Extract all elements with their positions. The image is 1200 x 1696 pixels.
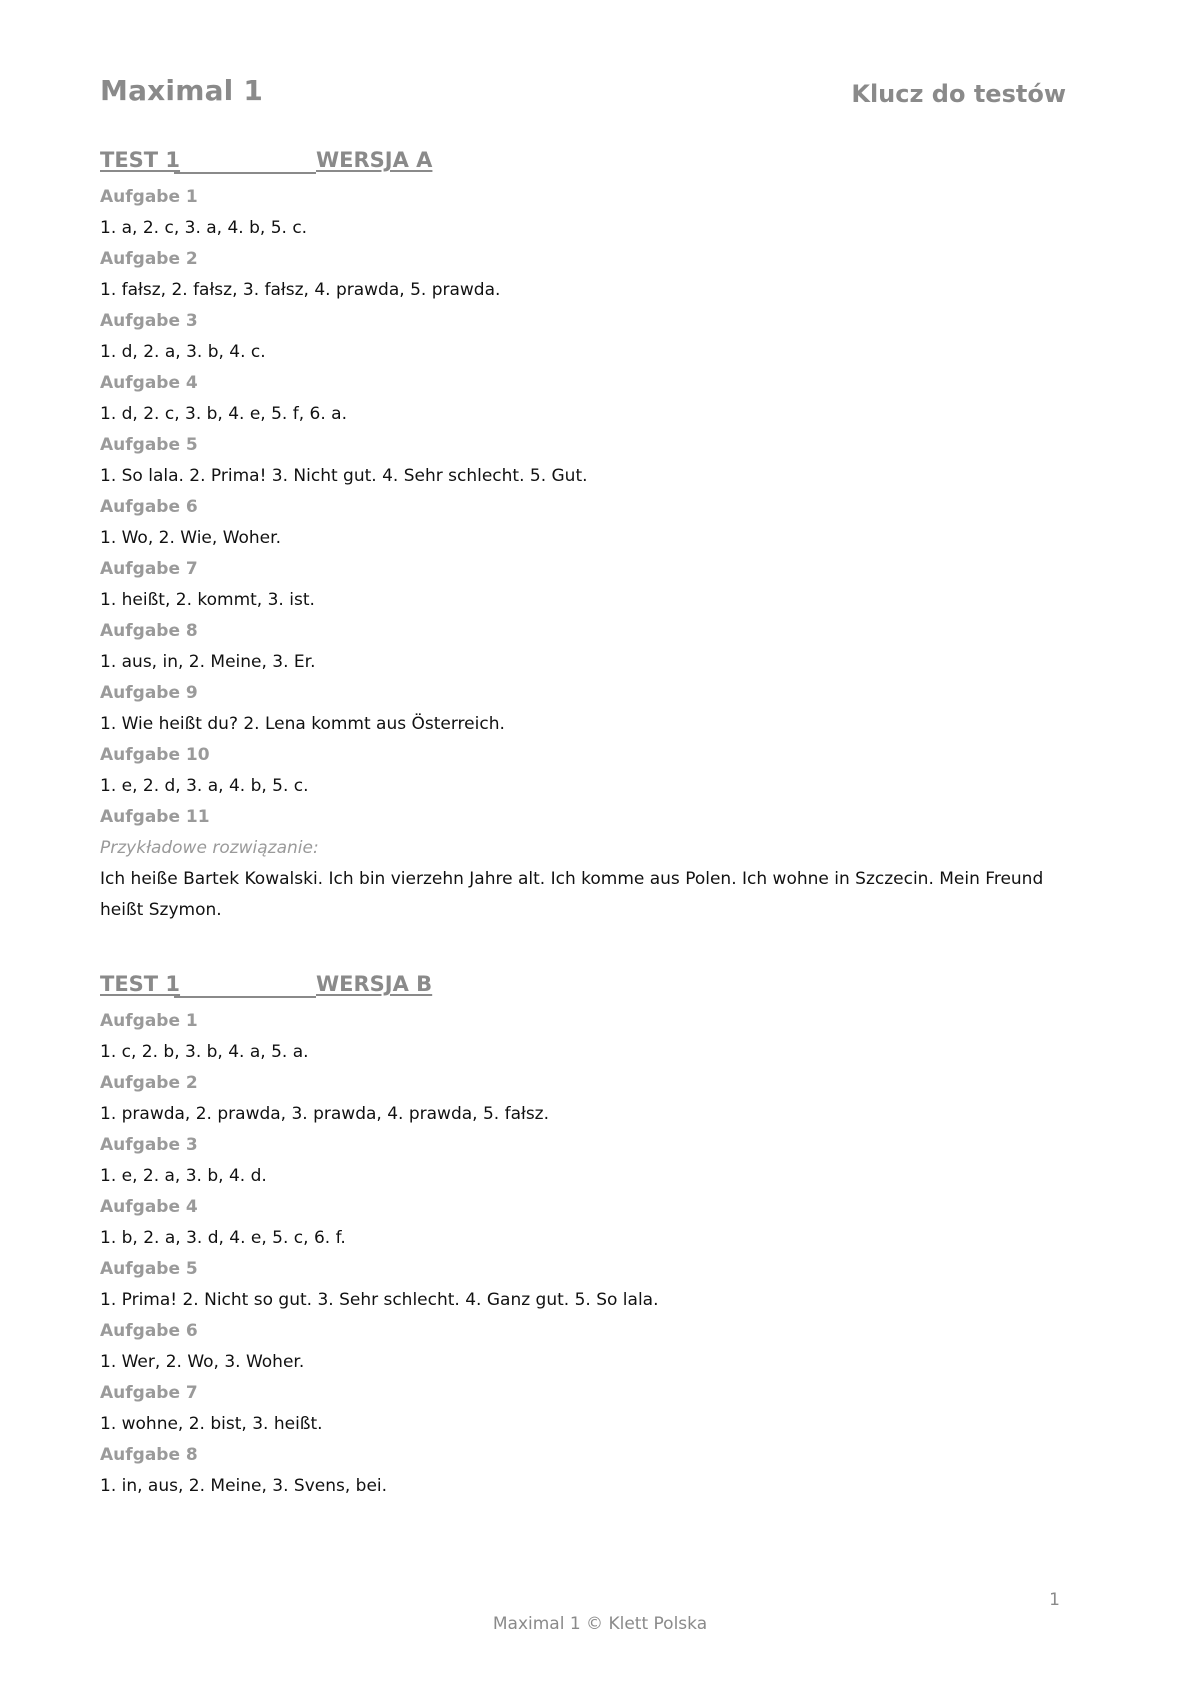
test-label: TEST 1 bbox=[100, 972, 181, 996]
task-label: Aufgabe 4 bbox=[100, 373, 198, 393]
task-answer: 1. Wo, 2. Wie, Woher. bbox=[100, 528, 281, 548]
version-label: WERSJA A bbox=[316, 148, 433, 172]
test-label: TEST 1 bbox=[100, 148, 181, 172]
task-label: Aufgabe 6 bbox=[100, 1321, 198, 1341]
task-label: Aufgabe 10 bbox=[100, 745, 210, 765]
section-heading bbox=[100, 972, 1080, 1006]
task-answer: 1. e, 2. d, 3. a, 4. b, 5. c. bbox=[100, 776, 309, 796]
task-label: Aufgabe 3 bbox=[100, 311, 198, 331]
heading-underline-gap bbox=[174, 148, 316, 174]
task-answer: 1. e, 2. a, 3. b, 4. d. bbox=[100, 1166, 267, 1186]
task-label: Aufgabe 7 bbox=[100, 559, 198, 579]
task-answer: 1. Wer, 2. Wo, 3. Woher. bbox=[100, 1352, 305, 1372]
task-hint: Przykładowe rozwiązanie: bbox=[100, 838, 319, 858]
task-answer: 1. aus, in, 2. Meine, 3. Er. bbox=[100, 652, 316, 672]
page-header bbox=[100, 74, 1066, 122]
task-label: Aufgabe 5 bbox=[100, 435, 198, 455]
task-answer: 1. fałsz, 2. fałsz, 3. fałsz, 4. prawda, 5. prawda. bbox=[100, 280, 501, 300]
task-answer: 1. in, aus, 2. Meine, 3. Svens, bei. bbox=[100, 1476, 388, 1496]
task-answer: 1. Wie heißt du? 2. Lena kommt aus Österreich. bbox=[100, 714, 505, 734]
version-label: WERSJA B bbox=[316, 972, 433, 996]
task-answer: 1. b, 2. a, 3. d, 4. e, 5. c, 6. f. bbox=[100, 1228, 346, 1248]
page-number: 1 bbox=[1049, 1590, 1060, 1610]
task-label: Aufgabe 5 bbox=[100, 1259, 198, 1279]
task-label: Aufgabe 2 bbox=[100, 249, 198, 269]
task-label: Aufgabe 4 bbox=[100, 1197, 198, 1217]
section-wersja-b bbox=[100, 972, 1080, 1502]
task-label: Aufgabe 11 bbox=[100, 807, 210, 827]
task-answer: 1. prawda, 2. prawda, 3. prawda, 4. prawda, 5. fałsz. bbox=[100, 1104, 550, 1124]
task-answer: 1. Prima! 2. Nicht so gut. 3. Sehr schlecht. 4. Ganz gut. 5. So lala. bbox=[100, 1290, 659, 1310]
document-title: Maximal 1 bbox=[100, 74, 264, 107]
task-label: Aufgabe 8 bbox=[100, 1445, 198, 1465]
task-answer: 1. So lala. 2. Prima! 3. Nicht gut. 4. Sehr schlecht. 5. Gut. bbox=[100, 466, 588, 486]
task-label: Aufgabe 1 bbox=[100, 1011, 198, 1031]
document-subtitle: Klucz do testów bbox=[851, 80, 1066, 108]
task-essay-answer: Ich heiße Bartek Kowalski. Ich bin vierzehn Jahre alt. Ich komme aus Polen. Ich wohne in Szczecin. Mein Freund heißt Szymon. bbox=[100, 869, 1044, 920]
section-heading bbox=[100, 148, 1080, 182]
task-label: Aufgabe 7 bbox=[100, 1383, 198, 1403]
task-label: Aufgabe 1 bbox=[100, 187, 198, 207]
task-label: Aufgabe 3 bbox=[100, 1135, 198, 1155]
heading-underline-gap bbox=[174, 972, 316, 998]
task-answer: 1. a, 2. c, 3. a, 4. b, 5. c. bbox=[100, 218, 308, 238]
task-answer: 1. wohne, 2. bist, 3. heißt. bbox=[100, 1414, 323, 1434]
task-answer: 1. heißt, 2. kommt, 3. ist. bbox=[100, 590, 315, 610]
task-answer: 1. d, 2. a, 3. b, 4. c. bbox=[100, 342, 266, 362]
task-label: Aufgabe 6 bbox=[100, 497, 198, 517]
task-label: Aufgabe 8 bbox=[100, 621, 198, 641]
task-label: Aufgabe 9 bbox=[100, 683, 198, 703]
section-wersja-a bbox=[100, 148, 1080, 926]
page-footer: Maximal 1 © Klett Polska bbox=[492, 1614, 708, 1634]
task-answer: 1. c, 2. b, 3. b, 4. a, 5. a. bbox=[100, 1042, 309, 1062]
task-answer: 1. d, 2. c, 3. b, 4. e, 5. f, 6. a. bbox=[100, 404, 347, 424]
task-label: Aufgabe 2 bbox=[100, 1073, 198, 1093]
